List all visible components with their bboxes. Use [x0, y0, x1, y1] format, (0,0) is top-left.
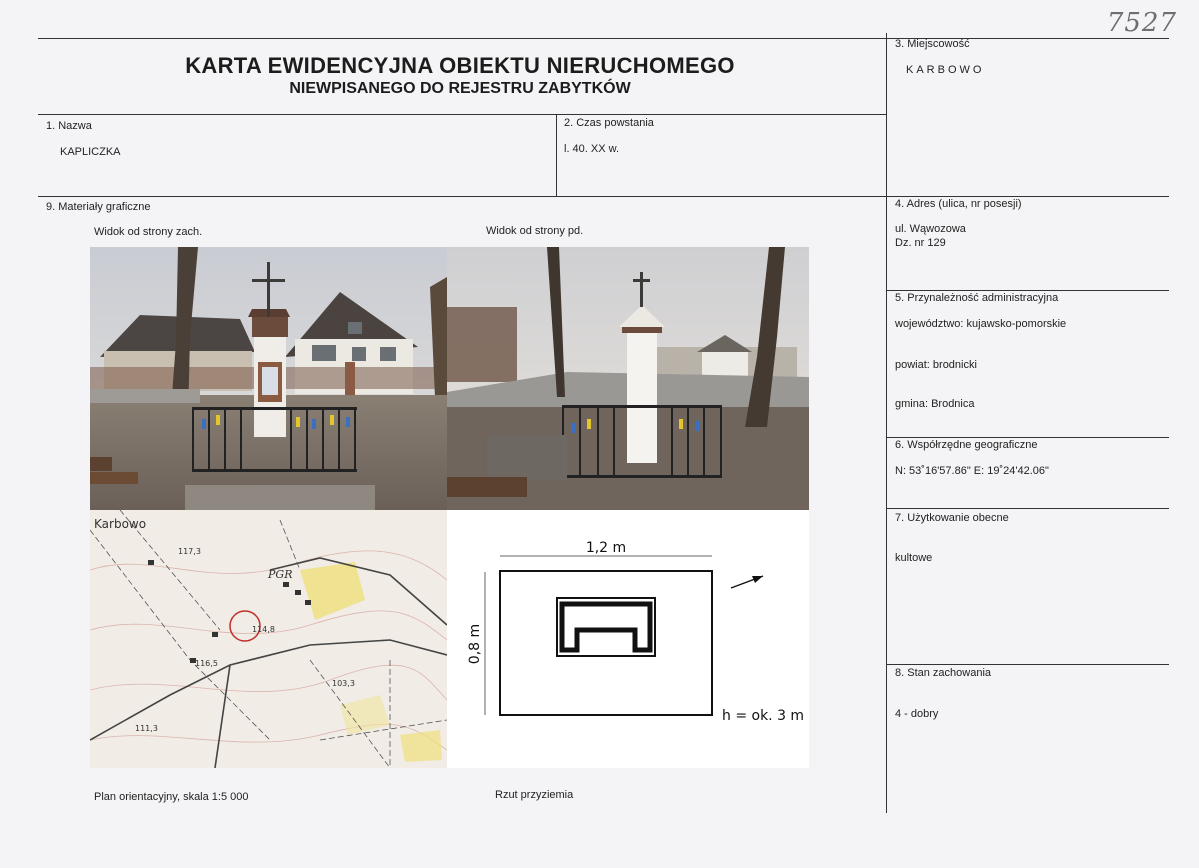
header-bottom-border [38, 114, 886, 115]
caption-west-view: Widok od strony zach. [94, 226, 203, 238]
caption-map: Plan orientacyjny, skala 1:5 000 [94, 791, 249, 803]
ground-plan-svg [447, 510, 809, 768]
plan-height-label: h = ok. 3 m [722, 708, 805, 724]
page-title: KARTA EWIDENCYJNA OBIEKTU NIERUCHOMEGO [185, 53, 735, 78]
orientation-map-drawing [90, 510, 447, 768]
plan-outer-rectangle [500, 571, 712, 715]
field-label-uzytkowanie: 7. Użytkowanie obecne [895, 512, 1009, 524]
field-label-materialy: 9. Materiały graficzne [46, 201, 151, 213]
plan-base-rectangle [557, 598, 655, 656]
field-value-nazwa: KAPLICZKA [60, 146, 121, 158]
plan-width-label: 1,2 m [585, 540, 627, 556]
photo-south-view [447, 247, 809, 510]
map-label-elevation-2: 114,8 [252, 625, 275, 634]
photo-west-view [90, 247, 447, 510]
map-label-place: Karbowo [94, 517, 147, 531]
row-7-bottom-border [886, 664, 1169, 665]
field-value-czas: l. 40. XX w. [564, 143, 620, 155]
field-value-adres-parcel: Dz. nr 129 [895, 237, 946, 249]
orientation-map [90, 510, 447, 768]
field-label-adres: 4. Adres (ulica, nr posesji) [895, 198, 1022, 210]
field-label-stan: 8. Stan zachowania [895, 667, 992, 679]
field-value-uzytkowanie: kultowe [895, 552, 933, 564]
map-label-elevation-1: 117,3 [178, 547, 201, 556]
page-subtitle: NIEWPISANEGO DO REJESTRU ZABYTKÓW [289, 80, 631, 97]
photo-west-view-image [90, 247, 447, 510]
map-label-elevation-4: 103,3 [332, 679, 355, 688]
field-value-stan: 4 - dobry [895, 708, 939, 720]
caption-south-view: Widok od strony pd. [486, 225, 584, 237]
top-border [38, 38, 1169, 39]
map-label-pgr: PGR [268, 568, 293, 581]
archive-number-stamp: 7527 [1106, 8, 1177, 38]
ground-plan-drawing [447, 510, 809, 768]
field-value-gmina: gmina: Brodnica [895, 398, 975, 410]
north-arrow-icon [731, 576, 763, 588]
field-value-miejscowosc: KARBOWO [906, 64, 985, 76]
photo-south-view-image [447, 247, 809, 510]
row-6-bottom-border [886, 508, 1169, 509]
field-label-miejscowosc: 3. Miejscowość [895, 38, 970, 50]
field-value-adres-street: ul. Wąwozowa [895, 223, 966, 235]
field-label-nazwa: 1. Nazwa [46, 120, 92, 132]
field-label-przynaleznosc: 5. Przynależność administracyjna [895, 292, 1059, 304]
map-label-elevation-3: 116,5 [195, 659, 218, 668]
row-4-bottom-border [886, 290, 1169, 291]
row-1-bottom-border [38, 196, 1169, 197]
plan-depth-label: 0,8 m [467, 623, 483, 665]
field-label-czas: 2. Czas powstania [564, 117, 654, 129]
field-value-wojewodztwo: województwo: kujawsko-pomorskie [895, 318, 1067, 330]
vertical-divider-name-time [556, 114, 557, 196]
row-5-bottom-border [886, 437, 1169, 438]
field-label-wspolrzedne: 6. Współrzędne geograficzne [895, 439, 1038, 451]
field-value-powiat: powiat: brodnicki [895, 359, 977, 371]
plan-pillar-outline [562, 604, 650, 650]
vertical-divider-right [886, 33, 887, 813]
field-value-wspolrzedne: N: 53˚16'57.86" E: 19˚24'42.06" [895, 465, 1049, 477]
map-label-elevation-5: 111,3 [135, 724, 158, 733]
caption-plan: Rzut przyziemia [495, 789, 574, 801]
